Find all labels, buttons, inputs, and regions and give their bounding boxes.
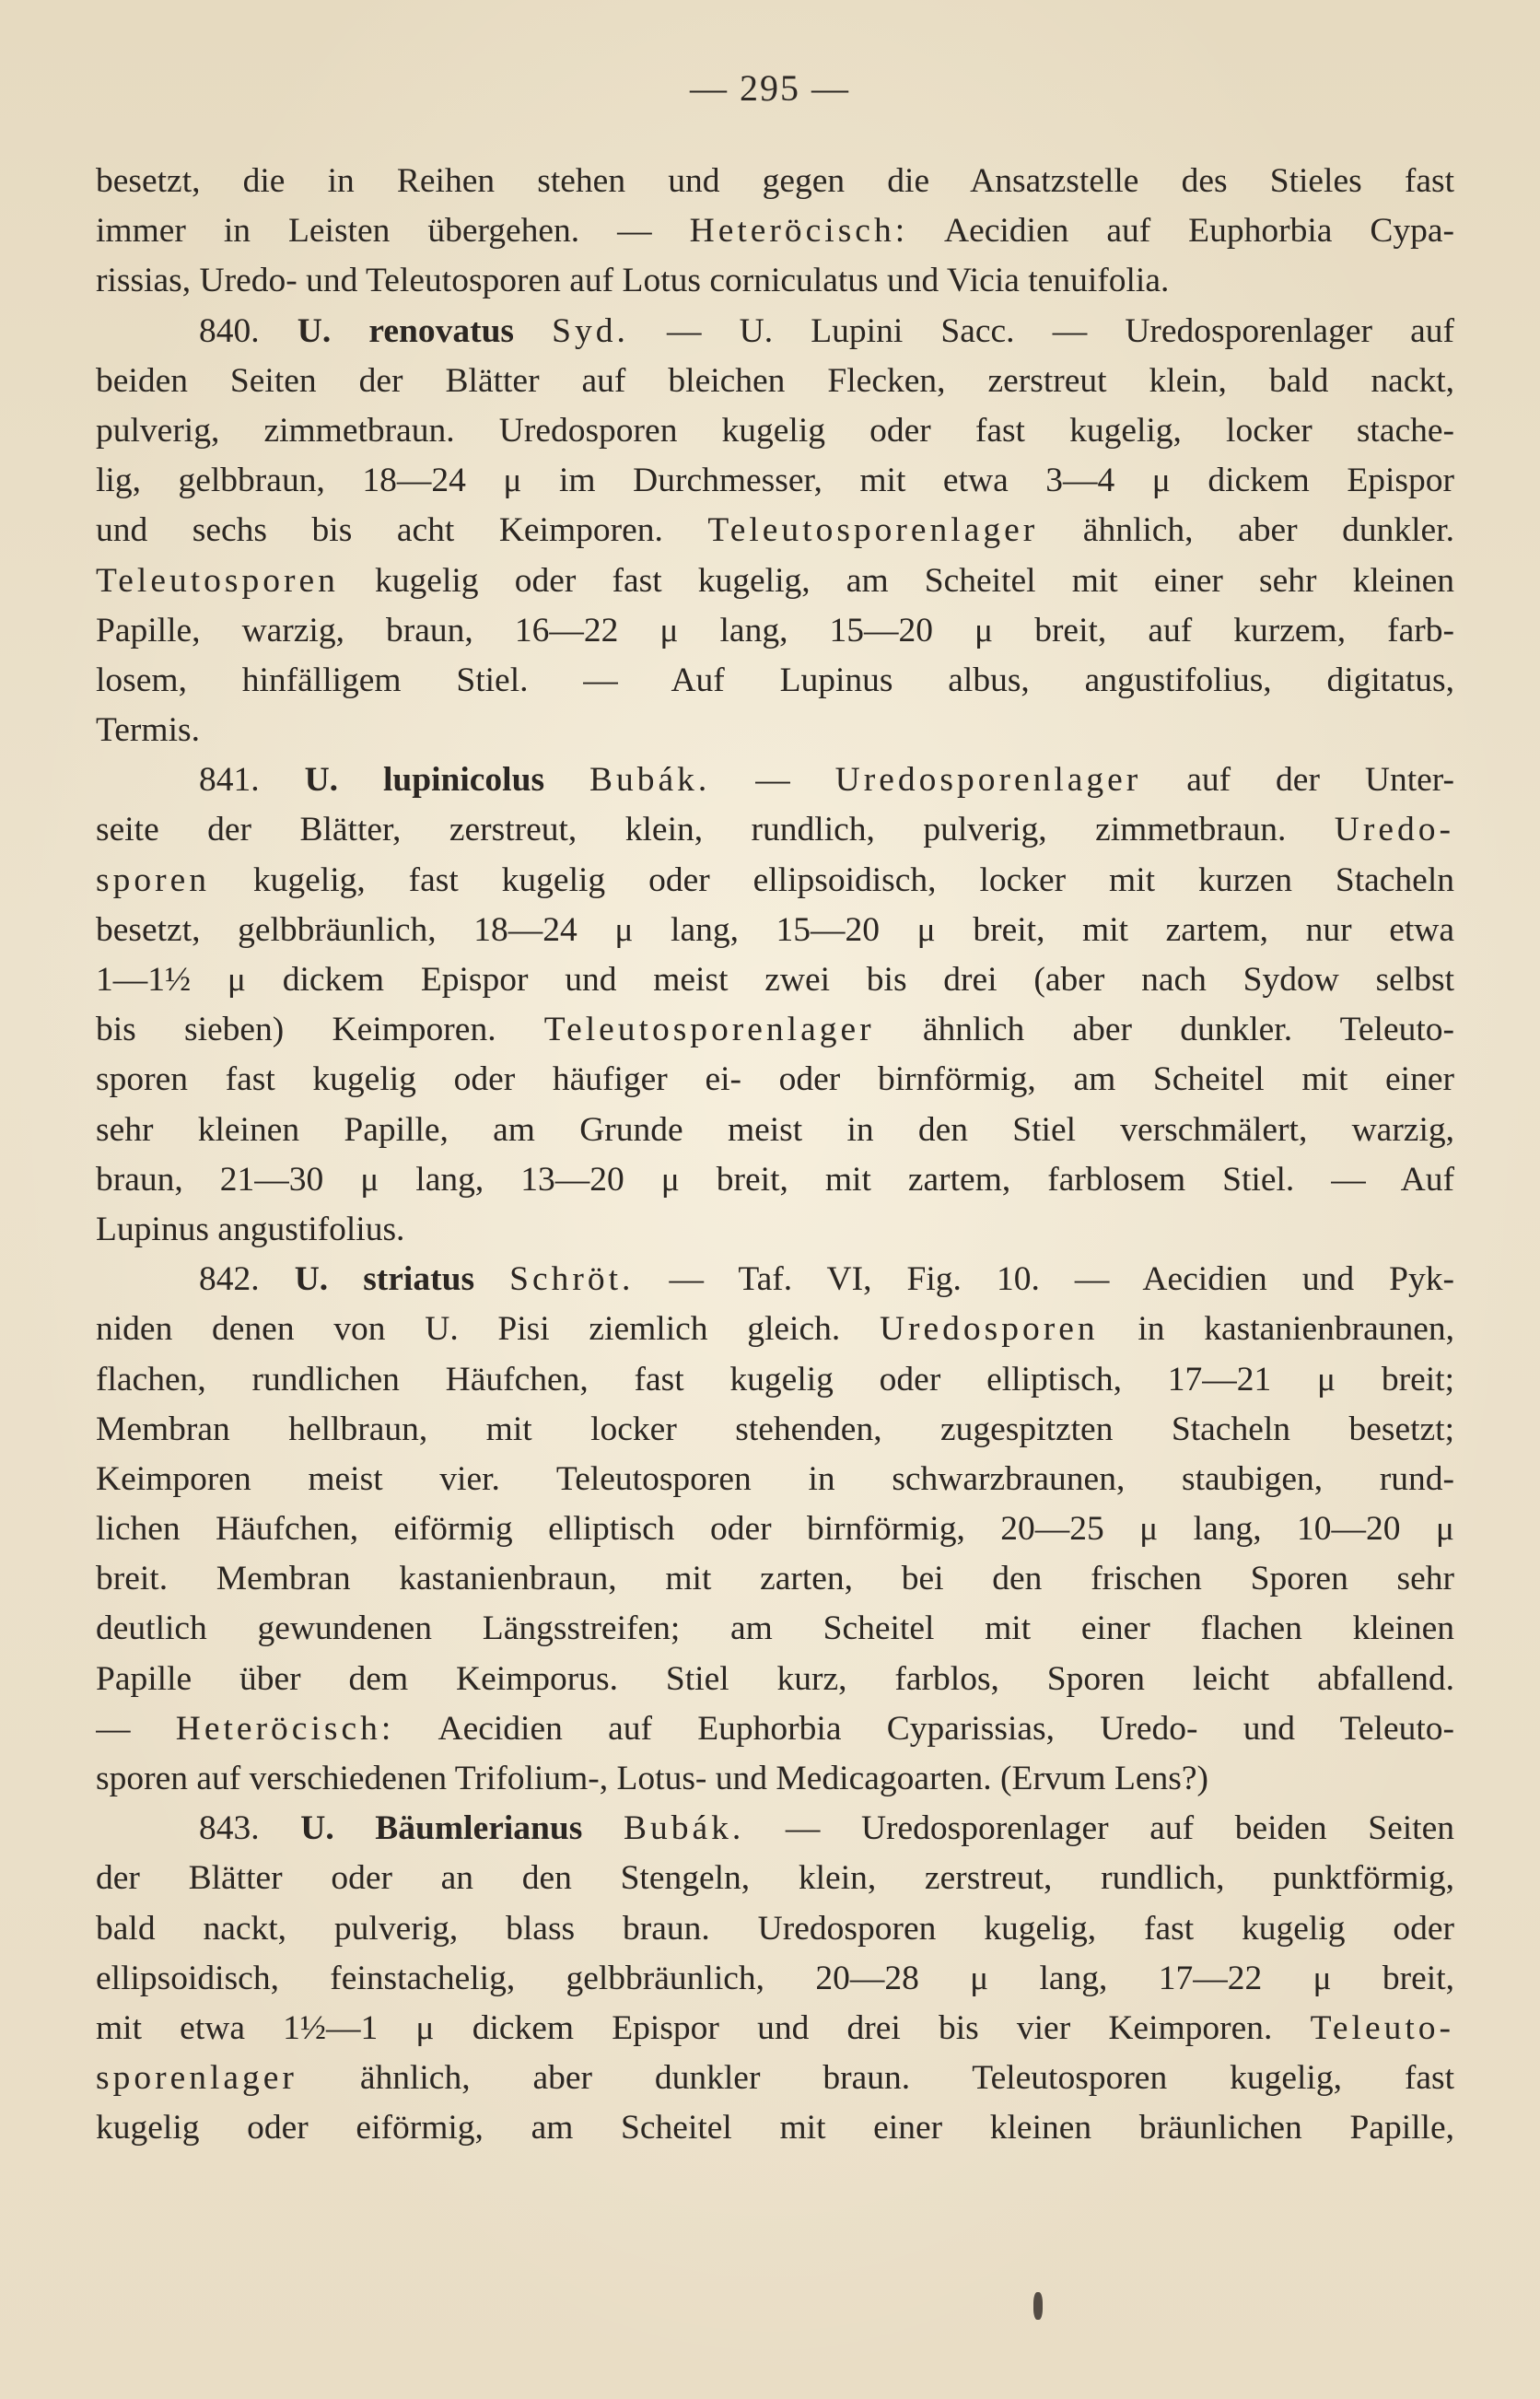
text-segment (474, 1260, 509, 1298)
spaced-term: sporenlager (96, 2059, 298, 2098)
text-line (96, 556, 1454, 606)
spaced-term: Uredosporenlager (834, 761, 1142, 800)
text-segment: Papille über dem Keimporus. Stiel kurz, farblos, Sporen leicht abfallend. (96, 1659, 1454, 1698)
text-segment: pulverig, zimmetbraun. Uredosporen kugelig oder fast kugelig, locker stache- (96, 411, 1454, 450)
text-segment: — (96, 1709, 176, 1748)
text-segment: und sechs bis acht Keimporen. (96, 511, 708, 550)
text-line (96, 1904, 1454, 1954)
spaced-term: Schröt. (509, 1260, 635, 1299)
text-segment: Aecidien auf Euphorbia Cyparissias, Uredo- und Teleuto- (394, 1709, 1454, 1748)
text-segment: bis sieben) Keimporen. (96, 1011, 544, 1049)
text-line (96, 2103, 1454, 2153)
text-segment: 843. (199, 1809, 301, 1848)
text-segment: rissias, Uredo- und Teleutosporen auf Lotus corniculatus und Vicia tenuifolia. (96, 262, 1170, 300)
text-line (96, 1055, 1454, 1105)
text-segment (582, 1809, 624, 1847)
text-line (96, 206, 1454, 256)
text-segment: 841. (199, 761, 305, 800)
text-segment: — Uredosporenlager auf beiden Seiten (744, 1809, 1454, 1848)
text-segment: losem, hinfälligem Stiel. — Auf Lupinus albus, angustifolius, digitatus, (96, 661, 1454, 699)
text-line (96, 1205, 1454, 1255)
text-line (96, 1255, 1454, 1305)
text-line (96, 1754, 1454, 1804)
text-line (96, 755, 1454, 805)
text-line (96, 1155, 1454, 1205)
body-text (96, 157, 1454, 2154)
text-line (96, 307, 1454, 357)
species-name: U. striatus (294, 1260, 475, 1299)
spaced-term: Heteröcisch: (175, 1709, 395, 1748)
text-segment: ähnlich, aber dunkler braun. Teleutosporen kugelig, fast (297, 2059, 1454, 2098)
text-line (96, 456, 1454, 506)
text-segment: braun, 21—30 μ lang, 13—20 μ breit, mit zartem, farblosem Stiel. — Auf (96, 1160, 1454, 1199)
text-line (96, 1405, 1454, 1455)
text-line (96, 656, 1454, 706)
text-segment: niden denen von U. Pisi ziemlich gleich. (96, 1310, 880, 1349)
text-line (96, 1106, 1454, 1155)
text-segment: auf der Unter- (1141, 761, 1454, 800)
text-segment: — Taf. VI, Fig. 10. — Aecidien und Pyk- (634, 1260, 1454, 1299)
text-segment: besetzt, gelbbräunlich, 18—24 μ lang, 15—20 μ breit, mit zartem, nur etwa (96, 910, 1454, 949)
text-line (96, 1954, 1454, 2004)
text-segment: ähnlich, aber dunkler. (1038, 511, 1454, 550)
text-line (96, 1455, 1454, 1504)
text-segment: besetzt, die in Reihen stehen und gegen die Ansatzstelle des Stieles fast (96, 162, 1454, 200)
spaced-term: Teleutosporen (96, 561, 339, 600)
text-segment: ellipsoidisch, feinstachelig, gelbbräunlich, 20—28 μ lang, 17—22 μ breit, (96, 1959, 1454, 1997)
text-line (96, 406, 1454, 456)
text-segment: lichen Häufchen, eiförmig elliptisch oder birnförmig, 20—25 μ lang, 10—20 μ (96, 1510, 1454, 1549)
text-segment: kugelig, fast kugelig oder ellipsoidisch, locker mit kurzen Stacheln (209, 860, 1454, 899)
text-segment: kugelig oder fast kugelig, am Scheitel mit einer sehr kleinen (338, 561, 1454, 600)
page-number: — 295 — (690, 67, 850, 109)
text-segment (514, 312, 552, 350)
text-segment: Papille, warzig, braun, 16—22 μ lang, 15—20 μ breit, auf kurzem, farb- (96, 611, 1454, 649)
text-segment (544, 761, 589, 799)
ink-smudge (1033, 2292, 1043, 2320)
text-line (96, 2054, 1454, 2103)
text-segment: deutlich gewundenen Längsstreifen; am Scheitel mit einer flachen kleinen (96, 1609, 1454, 1648)
text-segment: Termis. (96, 711, 200, 750)
text-segment: 840. (199, 311, 298, 350)
text-segment: lig, gelbbraun, 18—24 μ im Durchmesser, mit etwa 3—4 μ dickem Epispor (96, 462, 1454, 500)
text-segment: beiden Seiten der Blätter auf bleichen Flecken, zerstreut klein, bald nackt, (96, 361, 1454, 400)
text-line (96, 256, 1454, 306)
spaced-term: Uredo- (1334, 811, 1454, 849)
text-line (96, 706, 1454, 755)
text-segment: — (710, 761, 835, 800)
text-line (96, 606, 1454, 656)
text-line (96, 1604, 1454, 1654)
spaced-term: Teleutosporenlager (543, 1011, 875, 1049)
text-segment: bald nackt, pulverig, blass braun. Uredosporen kugelig, fast kugelig oder (96, 1909, 1454, 1948)
species-name: U. Bäumlerianus (300, 1809, 583, 1848)
text-segment: — U. Lupini Sacc. — Uredosporenlager auf (628, 311, 1454, 350)
spaced-term: Heteröcisch: (689, 212, 909, 251)
spaced-term: Syd. (552, 311, 629, 350)
species-name: U. lupinicolus (304, 761, 545, 800)
spaced-term: Uredosporen (879, 1310, 1099, 1349)
spaced-term: Teleutosporenlager (707, 511, 1039, 550)
text-segment: ähnlich aber dunkler. Teleuto- (874, 1011, 1454, 1049)
text-line (96, 856, 1454, 906)
text-segment: seite der Blätter, zerstreut, klein, rundlich, pulverig, zimmetbraun. (96, 811, 1335, 849)
text-line (96, 1504, 1454, 1554)
text-segment: in kastanienbraunen, (1098, 1310, 1454, 1349)
text-segment: mit etwa 1½—1 μ dickem Epispor und drei bis vier Keimporen. (96, 2008, 1311, 2047)
species-name: U. renovatus (297, 311, 515, 350)
text-line (96, 1704, 1454, 1754)
text-line (96, 357, 1454, 406)
text-line (96, 1305, 1454, 1354)
text-line (96, 2004, 1454, 2054)
text-line (96, 1005, 1454, 1055)
text-line (96, 1355, 1454, 1405)
text-line (96, 506, 1454, 556)
text-line (96, 1854, 1454, 1903)
text-line (96, 955, 1454, 1005)
text-line (96, 1804, 1454, 1854)
text-line (96, 1655, 1454, 1704)
text-segment: flachen, rundlichen Häufchen, fast kugelig oder elliptisch, 17—21 μ breit; (96, 1360, 1454, 1398)
text-segment: immer in Leisten übergehen. — (96, 212, 690, 251)
text-segment: sporen auf verschiedenen Trifolium-, Lotus- und Medicagoarten. (Ervum Lens?) (96, 1760, 1209, 1797)
text-segment: Membran hellbraun, mit locker stehenden, zugespitzten Stacheln besetzt; (96, 1410, 1454, 1448)
text-segment: breit. Membran kastanienbraun, mit zarten, bei den frischen Sporen sehr (96, 1560, 1454, 1598)
spaced-term: Bubák. (589, 761, 711, 800)
text-segment: 1—1½ μ dickem Epispor und meist zwei bis drei (aber nach Sydow selbst (96, 961, 1454, 999)
text-segment: sporen fast kugelig oder häufiger ei- oder birnförmig, am Scheitel mit einer (96, 1060, 1454, 1099)
text-segment: 842. (199, 1260, 295, 1299)
text-segment: sehr kleinen Papille, am Grunde meist in den Stiel verschmälert, warzig, (96, 1110, 1454, 1149)
text-line (96, 1554, 1454, 1604)
spaced-term: Bubák. (623, 1809, 745, 1848)
text-segment: kugelig oder eiförmig, am Scheitel mit einer kleinen bräunlichen Papille, (96, 2109, 1454, 2147)
text-segment: Aecidien auf Euphorbia Cypa- (908, 212, 1454, 251)
text-segment: Lupinus angustifolius. (96, 1210, 405, 1248)
text-segment: Keimporen meist vier. Teleutosporen in schwarzbraunen, staubigen, rund- (96, 1459, 1454, 1498)
spaced-term: Teleuto- (1310, 2008, 1454, 2047)
text-line (96, 157, 1454, 206)
text-line (96, 805, 1454, 855)
text-segment: der Blätter oder an den Stengeln, klein, zerstreut, rundlich, punktförmig, (96, 1859, 1454, 1898)
text-line (96, 906, 1454, 955)
spaced-term: sporen (96, 860, 210, 899)
